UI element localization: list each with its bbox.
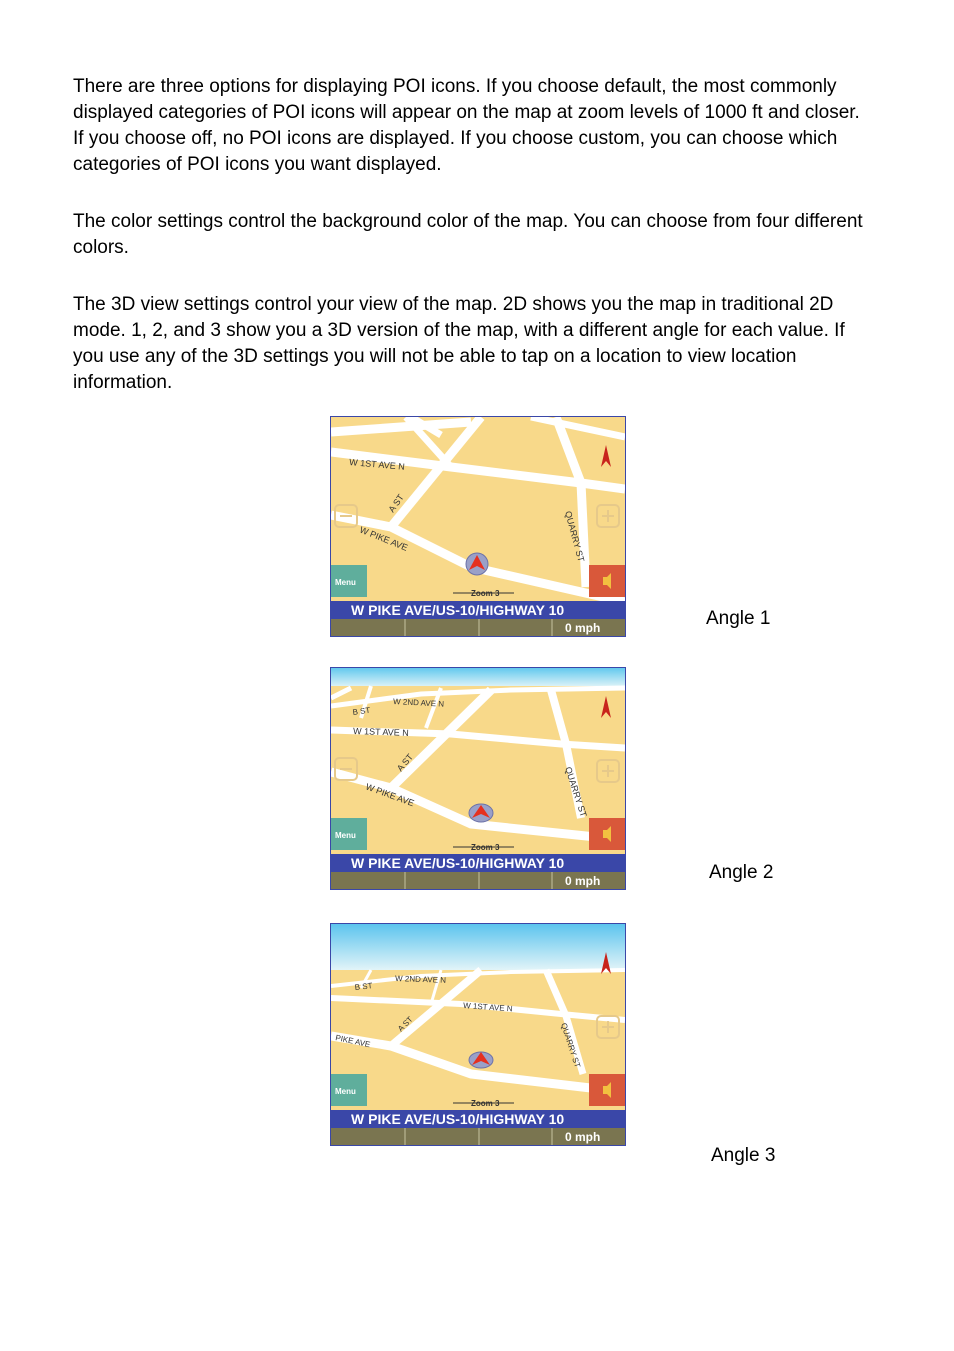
road-name: W PIKE AVE/US-10/HIGHWAY 10 (351, 1111, 565, 1127)
street-label: W PIKE AVE (364, 781, 416, 809)
svg-text:Menu: Menu (335, 1087, 356, 1096)
view-paragraph: The 3D view settings control your view of the map. 2D shows you the map in traditional 2D mode. 1, 2, and 3 show you a 3D version of the map, with a different angle for each value. If you use any of the 3D settings you will not be able to tap on a location to view location information. (73, 294, 845, 393)
speed-readout: 0 mph (565, 621, 601, 635)
street-label: B ST (354, 981, 373, 992)
street-label: A ST (394, 751, 416, 774)
sound-button[interactable] (589, 565, 625, 597)
menu-button[interactable] (331, 818, 367, 850)
street-label: A ST (386, 492, 406, 515)
menu-button[interactable] (331, 565, 367, 597)
street-label: QUARRY ST (563, 765, 589, 819)
caption-angle-2: Angle 2 (709, 862, 774, 883)
position-arrow-icon (469, 804, 493, 822)
position-arrow-icon (469, 1052, 493, 1068)
street-label: W 1ST AVE N (352, 726, 409, 738)
speed-readout: 0 mph (565, 1130, 601, 1144)
road-name: W PIKE AVE/US-10/HIGHWAY 10 (351, 602, 565, 618)
street-label: W 1ST AVE N (348, 457, 406, 472)
sound-button[interactable] (589, 1074, 625, 1106)
sky (331, 668, 625, 686)
zoom-label: Zoom 3 (471, 1099, 500, 1108)
road-name: W PIKE AVE/US-10/HIGHWAY 10 (351, 855, 565, 871)
map-screenshot-angle-1 (330, 416, 626, 637)
sound-button[interactable] (589, 818, 625, 850)
street-label: QUARRY ST (559, 1021, 582, 1069)
zoom-label: Zoom 3 (471, 589, 500, 598)
position-arrow-icon (466, 553, 488, 575)
menu-button[interactable] (331, 1074, 367, 1106)
caption-angle-1: Angle 1 (706, 608, 771, 629)
poi-paragraph: There are three options for displaying POI icons. If you choose default, the most commonly displayed categories of POI icons will appear on the map at zoom levels of 1000 ft and closer. If you choose off, no POI icons are displayed. If you choose custom, you can choose which categories of POI icons you want displayed. (73, 76, 860, 175)
sky (331, 924, 625, 970)
street-label: B ST (352, 705, 371, 717)
svg-text:Menu: Menu (335, 831, 356, 840)
map-screenshot-angle-2 (330, 667, 626, 890)
street-label: W 2ND AVE N (394, 974, 447, 985)
speed-readout: 0 mph (565, 874, 601, 888)
street-label: QUARRY ST (563, 509, 587, 563)
map-screenshot-angle-3 (330, 923, 626, 1146)
street-label: W PIKE AVE (358, 524, 410, 553)
street-label: W 2ND AVE N (392, 697, 445, 709)
svg-text:Menu: Menu (335, 578, 356, 587)
caption-angle-3: Angle 3 (711, 1145, 776, 1166)
street-label: A ST (396, 1014, 415, 1034)
street-label: W 1ST AVE N (462, 1001, 513, 1014)
zoom-label: Zoom 3 (471, 843, 500, 852)
street-label: PIKE AVE (334, 1033, 372, 1050)
color-paragraph: The color settings control the background color of the map. You can choose from four different colors. (73, 211, 863, 258)
